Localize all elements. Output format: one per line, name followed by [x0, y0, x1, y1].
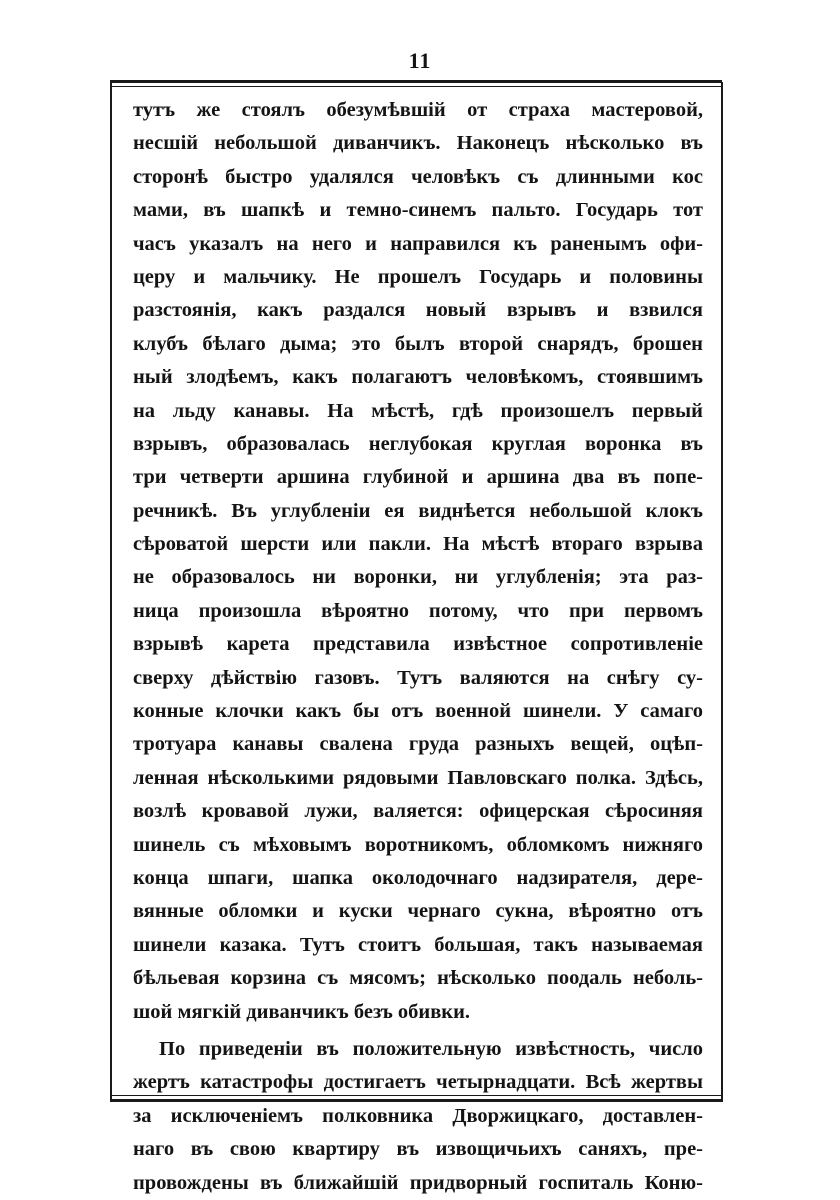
text-line: взрывѣ карета представила извѣстное сопротивленіе: [133, 633, 703, 656]
top-rule-thin: [110, 86, 722, 87]
text-line: шой мягкій диванчикъ безъ обивки.: [133, 1000, 471, 1023]
text-line: шинели казака. Тутъ стоитъ большая, такъ называемая: [133, 933, 703, 956]
text-line: бѣльевая корзина съ мясомъ; нѣсколько поодаль неболь-: [133, 967, 703, 990]
text-line: не образовалось ни воронки, ни углубленія; эта раз-: [133, 566, 703, 589]
text-line: разстоянія, какъ раздался новый взрывъ и взвился: [133, 299, 703, 322]
text-line: сверху дѣйствію газовъ. Тутъ валяются на снѣгу су-: [133, 666, 703, 689]
text-line: взрывъ, образовалась неглубокая круглая воронка въ: [133, 432, 703, 455]
text-line: ница произошла вѣроятно потому, что при первомъ: [133, 599, 703, 622]
text-block: [133, 94, 703, 1200]
text-line: тутъ же стоялъ обезумѣвшій от страха мастеровой,: [133, 99, 703, 121]
right-border: [721, 82, 723, 1102]
text-line: на льду канавы. На мѣстѣ, гдѣ произошелъ первый: [133, 399, 703, 422]
left-border: [110, 82, 112, 1102]
text-line: конца шпаги, шапка околодочнаго надзирателя, дере-: [133, 866, 703, 889]
text-line: сторонѣ быстро удалялся человѣкъ съ длинными кос: [133, 165, 703, 188]
text-line: мами, въ шапкѣ и темно-синемъ пальто. Государь тот: [133, 199, 703, 222]
page-number: 11: [408, 48, 432, 73]
text-line: жертъ катастрофы достигаетъ четырнадцати. Всѣ жертвы: [133, 1071, 703, 1094]
text-line: клубъ бѣлаго дыма; это былъ второй снарядъ, брошен: [133, 332, 703, 355]
text-line: возлѣ кровавой лужи, валяется: офицерская сѣросиняя: [133, 800, 703, 823]
text-line: несшій небольшой диванчикъ. Наконецъ нѣсколько въ: [133, 132, 703, 155]
text-line: часъ указалъ на него и направился къ раненымъ офи-: [133, 232, 703, 255]
text-line: наго въ свою квартиру въ извощичьихъ саняхъ, пре-: [133, 1138, 703, 1161]
text-line: провождены въ ближайшій придворный госпиталь Коню-: [133, 1171, 703, 1194]
text-line: ный злодѣемъ, какъ полагаютъ человѣкомъ, стоявшимъ: [133, 366, 703, 389]
top-rule-thick: [110, 80, 722, 83]
text-line: шинель съ мѣховымъ воротникомъ, обломкомъ нижняго: [133, 833, 703, 856]
text-line: церу и мальчику. Не прошелъ Государь и половины: [133, 265, 703, 288]
text-line: тротуара канавы свалена груда разныхъ вещей, оцѣп-: [133, 733, 703, 756]
text-line: вянные обломки и куски чернаго сукна, вѣроятно отъ: [133, 900, 703, 923]
text-line: конные клочки какъ бы отъ военной шинели. У самаго: [133, 700, 703, 723]
text-line: за исключеніемъ полковника Дворжицкаго, доставлен-: [133, 1104, 703, 1127]
text-line: сѣроватой шерсти или пакли. На мѣстѣ втораго взрыва: [133, 533, 703, 556]
text-line: три четверти аршина глубиной и аршина два въ попе-: [133, 466, 703, 489]
text-line: ленная нѣсколькими рядовыми Павловскаго полка. Здѣсь,: [133, 766, 703, 789]
text-line: речникѣ. Въ углубленіи ея виднѣется небольшой клокъ: [133, 499, 703, 522]
text-line: По приведеніи въ положительную извѣстность, число: [159, 1037, 703, 1060]
